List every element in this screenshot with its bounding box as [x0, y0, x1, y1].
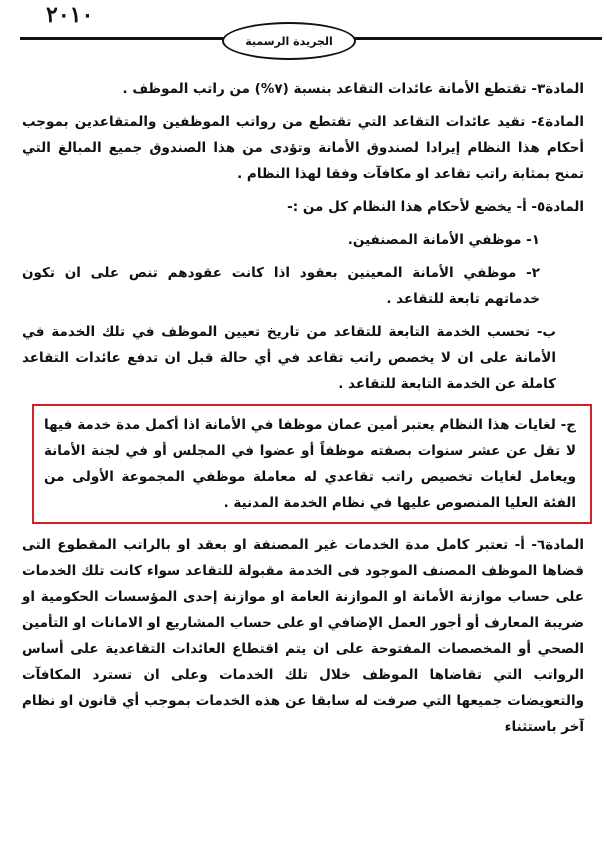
article-5-heading: المادة٥- أ- يخضع لأحكام هذا النظام كل من :- [287, 199, 584, 215]
article-3: المادة٣- تقتطع الأمانة عائدات التقاعد بنسبة (٧%) من راتب الموظف . [122, 81, 584, 97]
article-5-item-1: ١- موظفي الأمانة المصنفين. [347, 232, 540, 248]
article-5-item-2: ٢- موظفي الأمانة المعينين بعقود اذا كانت عقودهم تنص على ان تكون خدماتهم تابعة للتقاعد . [22, 265, 540, 307]
page-header [0, 0, 607, 70]
year-label: ٢٠١٠ [46, 2, 94, 28]
article-5-clause-c: ج- لغايات هذا النظام يعتبر أمين عمان موظفا في الأمانة اذا أكمل مدة خدمة فيها لا تقل عن عشر سنوات بصفته موظفاً أو عضوا في المجلس أو في لجنة الأمانة ويعامل لغايات تخصيص راتب تقاعدي له معاملة موظفي المجموعة الأولى من الفئة العليا المنصوص عليها في نظام الخدمة المدنية . [44, 417, 576, 511]
highlighted-clause-box [32, 404, 592, 524]
document-body [22, 76, 584, 747]
journal-title-oval: الجريدة الرسمية [222, 22, 356, 60]
article-4: المادة٤- تقيد عائدات التقاعد التي تقتطع من رواتب الموظفين والمتقاعدين بموجب أحكام هذا النظام إيرادا لصندوق الأمانة وتؤدى من هذا الصندوق جميع المبالغ التي تمنح بمثابة راتب تقاعد او مكافآت وفقا لهذا النظام . [22, 114, 584, 182]
article-5-clause-b: ب- تحسب الخدمة التابعة للتقاعد من تاريخ تعيين الموظف في تلك الخدمة في الأمانة على ان لا يخصص راتب تقاعد في أي حالة قبل ان تدفع عائدات التقاعد كاملة عن الخدمة التابعة للتقاعد . [22, 324, 556, 392]
article-6: المادة٦- أ- تعتبر كامل مدة الخدمات غير المصنفة او بعقد او بالراتب المقطوع التى قضاها الموظف المصنف الموجود فى الخدمة مقبولة للتقاعد سواء كانت تلك الخدمات على حساب موازنة الأمانة او الموازنة العامة او موازنة إحدى المؤسسات الحكومية او ضريبة المعارف أو أجور العمل الإضافي او على حساب المشاريع او الامانات او التأمين الصحي أو المخصصات المفتوحة على ان يتم اقتطاع العائدات التقاعدية على أساس الرواتب التي تقاضاها الموظف خلال تلك الخدمات وعلى ان تسترد المكافآت والتعويضات جميعها التي صرفت له سابقا عن هذه الخدمات بموجب أي قانون او نظام آخر باستثناء [22, 537, 584, 735]
